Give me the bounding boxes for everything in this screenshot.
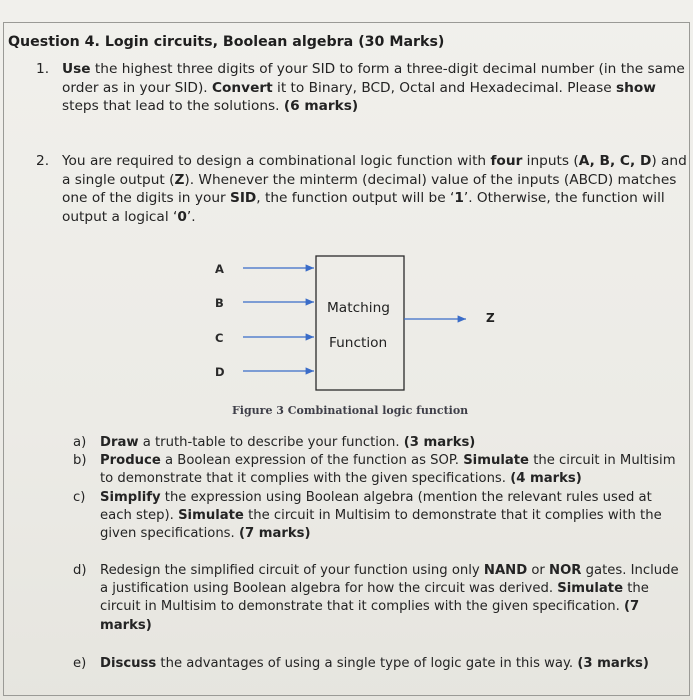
question-2 xyxy=(36,152,688,226)
subpart-c-text-1: the expression using Boolean algebra (mention the relevant rules used at each step). xyxy=(100,490,652,524)
q1-bold-show: show xyxy=(615,79,656,96)
question-2-number: 2. xyxy=(36,153,50,169)
q1-marks: (6 marks) xyxy=(283,98,359,114)
q1-bold-convert: Convert xyxy=(211,79,273,96)
q2-bold-zero: 0 xyxy=(177,208,187,225)
subpart-a-bold-1: Draw xyxy=(100,435,139,450)
subpart-c-bold-2: Simulate xyxy=(178,508,244,524)
subpart-a-text-1: a truth-table to describe your function. xyxy=(138,435,404,450)
subpart-d-text-2: or xyxy=(527,563,550,578)
input-label-a: A xyxy=(215,262,224,276)
input-label-c: C xyxy=(215,331,224,345)
subpart-a xyxy=(73,434,685,452)
subpart-e-text-1: the advantages of using a single type of logic gate in this way. xyxy=(156,656,578,671)
q2-text-3: ) and a single output ( xyxy=(62,153,687,188)
subpart-e-letter: e) xyxy=(73,656,87,671)
question-heading: Question 4. Login circuits, Boolean algebra (30 Marks) xyxy=(8,34,445,50)
subpart-d xyxy=(73,562,685,635)
subpart-c xyxy=(73,489,685,544)
subpart-d-bold-simulate: Simulate xyxy=(557,581,624,597)
q1-text-2: it to Binary, BCD, Octal and Hexadecimal. Please xyxy=(272,79,616,96)
subpart-b-text-1: a Boolean expression of the function as SOP. xyxy=(160,453,464,468)
q1-text-3: steps that lead to the solutions. xyxy=(62,98,284,114)
subpart-c-text-2: the circuit in Multisim to demonstrate that it complies with the given specifications. xyxy=(100,508,662,542)
q2-bold-one: 1 xyxy=(454,190,464,206)
q2-text-6: ’. Otherwise, the function will output a logical ‘ xyxy=(62,190,665,225)
q2-text-1: You are required to design a combinational logic function with xyxy=(62,153,491,169)
q1-text-1: the highest three digits of your SID to form a three-digit decimal number (in the same order as in your SID). xyxy=(62,61,685,96)
q2-text-2: inputs ( xyxy=(522,153,579,169)
subpart-b xyxy=(73,452,685,488)
question-1 xyxy=(36,60,688,116)
subpart-a-letter: a) xyxy=(73,435,87,450)
subpart-e-bold-1: Discuss xyxy=(100,656,157,671)
question-1-number: 1. xyxy=(36,61,50,77)
q2-bold-inputs: A, B, C, D xyxy=(578,153,652,169)
subpart-a-marks: (3 marks) xyxy=(403,435,476,450)
subpart-d-bold-nor: NOR xyxy=(549,563,582,578)
subpart-d-bold-nand: NAND xyxy=(483,563,528,578)
subpart-e xyxy=(73,655,685,673)
subpart-d-text-3: gates. Include a justification using Boolean algebra for how the circuit was derived. xyxy=(100,563,679,597)
q2-text-5: , the function output will be ‘ xyxy=(256,190,455,206)
subpart-d-marks: (7 marks) xyxy=(100,599,640,633)
subpart-d-text-4: the circuit in Multisim to demonstrate that it complies with the given specification. xyxy=(100,581,649,615)
q2-bold-four: four xyxy=(490,153,523,169)
box-label-matching: Matching xyxy=(327,300,390,316)
q2-text-7: ’. xyxy=(186,208,196,225)
subpart-e-marks: (3 marks) xyxy=(577,656,649,671)
q2-bold-sid: SID xyxy=(229,190,257,206)
subpart-d-letter: d) xyxy=(73,563,87,578)
subpart-b-bold-1: Produce xyxy=(100,453,161,468)
subpart-b-text-2: the circuit in Multisim to demonstrate that it complies with the given specifications. xyxy=(100,453,676,487)
input-label-b: B xyxy=(215,296,224,310)
subpart-b-marks: (4 marks) xyxy=(510,471,582,487)
subpart-c-marks: (7 marks) xyxy=(238,526,311,542)
q2-bold-z: Z xyxy=(174,171,185,188)
q2-text-4: ). Whenever the minterm (decimal) value of the inputs (ABCD) matches one of the digits in your xyxy=(62,171,677,206)
subpart-b-bold-2: Simulate xyxy=(463,453,530,468)
input-label-d: D xyxy=(215,365,225,379)
output-label-z: Z xyxy=(486,311,495,325)
box-label-function: Function xyxy=(329,335,388,351)
subpart-d-text-1: Redesign the simplified circuit of your function using only xyxy=(100,563,484,578)
figure-caption: Figure 3 Combinational logic function xyxy=(232,404,469,417)
subpart-b-letter: b) xyxy=(73,453,87,468)
subpart-c-letter: c) xyxy=(73,490,86,505)
subpart-c-bold-1: Simplify xyxy=(100,490,161,505)
q1-bold-use: Use xyxy=(62,61,91,77)
